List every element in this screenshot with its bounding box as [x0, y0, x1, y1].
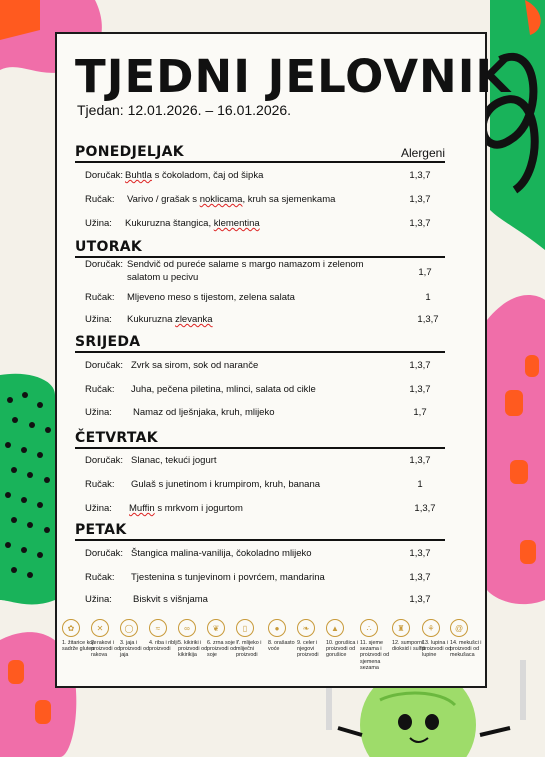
meal-label: Ručak: — [85, 384, 115, 395]
milk-icon: ▯ — [236, 619, 254, 637]
meal-label: Užina: — [85, 218, 112, 229]
mustard-icon: ▲ — [326, 619, 344, 637]
allergen-lupin: ⚘ 13. lupina i proizvodi od lupine — [422, 619, 452, 659]
allergen-nuts: ● 8. orašasto voće — [268, 619, 298, 652]
lupin-icon: ⚘ — [422, 619, 440, 637]
meal-text: Kukuruzna štangica, klementina — [125, 218, 260, 229]
meal-allergens: 1,3,7 — [409, 548, 431, 559]
meal-text: Štangica malina-vanilija, čokoladno mlijeko — [131, 548, 312, 559]
allergen-sulphites: ♜ 12. sumporni dioksid i sulfiti — [392, 619, 422, 652]
meal-allergens: 1 — [417, 479, 423, 490]
meal-label: Ručak: — [85, 572, 115, 583]
menu-card — [55, 32, 512, 688]
meal-text: Muffin s mrkvom i jogurtom — [129, 503, 243, 514]
shell-icon: @ — [450, 619, 468, 637]
meal-text: Varivo / grašak s noklicama, kruh sa sjemenkama — [127, 194, 336, 205]
meal-text: Zvrk sa sirom, sok od naranče — [131, 360, 259, 371]
crab-icon: ✕ — [91, 619, 109, 637]
meal-text: Buhtla s čokoladom, čaj od šipka — [125, 170, 264, 181]
meal-allergens: 1,3,7 — [409, 194, 431, 205]
meal-label: Doručak: — [85, 170, 124, 181]
allergen-sesame: ∴ 11. sjeme sezama i proizvodi od sjemena sezama — [360, 619, 390, 671]
day-tuesday — [75, 239, 445, 325]
meal-text: Biskvit s višnjama — [133, 594, 208, 605]
meal-label: Užina: — [85, 594, 112, 605]
allergen-molluscs: @ 14. mekušci i proizvodi od mekušaca — [450, 619, 480, 659]
allergen-eggs: ◯ 3. jaja i proizvodi od jaja — [120, 619, 150, 659]
meal-label: Doručak: — [85, 360, 124, 371]
day-wednesday — [75, 334, 445, 418]
celery-icon: ❧ — [297, 619, 315, 637]
allergens-header: Alergeni — [400, 146, 445, 160]
meal-allergens: 1,3,7 — [409, 572, 431, 583]
day-monday — [75, 144, 445, 229]
day-thursday — [75, 430, 445, 514]
day-title: SRIJEDA — [75, 334, 445, 353]
meal-label: Ručak: — [85, 292, 115, 303]
egg-icon: ◯ — [120, 619, 138, 637]
fish-icon: ≈ — [149, 619, 167, 637]
meal-label: Ručak: — [85, 479, 115, 490]
allergen-mustard: ▲ 10. gorušica i proizvodi od gorušice — [326, 619, 356, 659]
meal-text: Slanac, tekući jogurt — [131, 455, 217, 466]
page-title: TJEDNI JELOVNIK — [75, 50, 512, 103]
meal-text: Namaz od lješnjaka, kruh, mlijeko — [133, 407, 275, 418]
meal-allergens: 1,3,7 — [409, 455, 431, 466]
allergen-peanuts: ∞ 5. kikiriki i proizvodi od kikirikija — [178, 619, 208, 659]
meal-text: Tjestenina s tunjevinom i povrćem, mandarina — [131, 572, 325, 583]
meal-text: Kukuruzna zlevanka — [127, 314, 213, 325]
meal-label: Ručak: — [85, 194, 115, 205]
allergen-celery: ❧ 9. celer i njegovi proizvodi — [297, 619, 327, 659]
meal-allergens: 1 — [425, 292, 431, 303]
meal-label: Doručak: — [85, 548, 124, 559]
meal-allergens: 1,7 — [413, 407, 427, 418]
allergen-soy: ❦ 6. zrna soje i proizvodi od soje — [207, 619, 237, 659]
allergen-legend — [62, 619, 482, 679]
meal-allergens: 1,3,7 — [409, 594, 431, 605]
meal-label: Užina: — [85, 314, 112, 325]
meal-allergens: 1,3,7 — [409, 170, 431, 181]
meal-allergens: 1,3,7 — [409, 384, 431, 395]
meal-label: Užina: — [85, 503, 112, 514]
meal-allergens: 1,3,7 — [414, 503, 436, 514]
nut-icon: ● — [268, 619, 286, 637]
bottle-icon: ♜ — [392, 619, 410, 637]
day-title: UTORAK — [75, 239, 445, 258]
allergen-milk: ▯ 7. mlijeko i mliječni proizvodi — [236, 619, 266, 659]
meal-allergens: 1,7 — [418, 267, 432, 278]
day-title: ČETVRTAK — [75, 430, 445, 449]
peanut-icon: ∞ — [178, 619, 196, 637]
meal-text: Mljeveno meso s tijestom, zelena salata — [127, 292, 295, 303]
week-range: Tjedan: 12.01.2026. – 16.01.2026. — [77, 102, 292, 118]
day-title: PONEDJELJAK — [75, 144, 445, 163]
allergen-gluten: ✿ 1. žitarice koje sadrže gluten — [62, 619, 92, 652]
allergen-crustaceans: ✕ 2. rakovi i proizvodi od rakova — [91, 619, 121, 659]
soy-icon: ❦ — [207, 619, 225, 637]
allergen-fish: ≈ 4. riba i riblji proizvodi — [149, 619, 179, 652]
meal-allergens: 1,3,7 — [417, 314, 439, 325]
day-friday — [75, 522, 445, 605]
meal-text: Juha, pečena piletina, mlinci, salata od cikle — [131, 384, 316, 395]
wheat-icon: ✿ — [62, 619, 80, 637]
meal-label: Doručak: — [85, 455, 124, 466]
meal-text: Gulaš s junetinom i krumpirom, kruh, banana — [131, 479, 321, 490]
meal-allergens: 1,3,7 — [409, 360, 431, 371]
meal-label: Doručak: — [85, 259, 124, 270]
day-title: PETAK — [75, 522, 445, 541]
meal-label: Užina: — [85, 407, 112, 418]
sesame-icon: ∴ — [360, 619, 378, 637]
meal-text: Sendvič od pureće salame s margo namazom i zelenom — [127, 259, 364, 270]
meal-allergens: 1,3,7 — [409, 218, 431, 229]
meal-text-continued: salatom u pecivu — [127, 272, 199, 283]
